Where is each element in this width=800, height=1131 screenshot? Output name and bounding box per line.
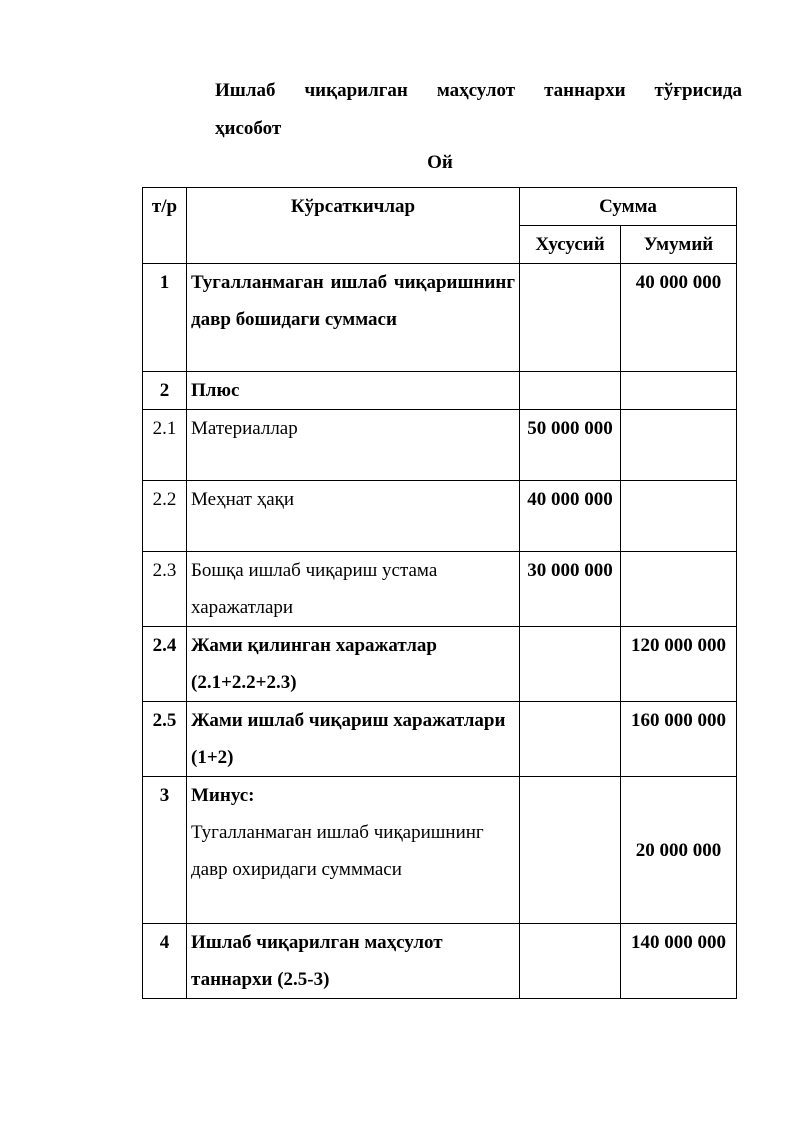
row-own [520, 924, 621, 999]
row-label: Жами қилинган харажатлар (2.1+2.2+2.3) [187, 627, 520, 702]
row-own [520, 264, 621, 372]
table-row [143, 410, 737, 481]
row-total: 140 000 000 [621, 924, 737, 999]
row-total [621, 372, 737, 410]
header-indicator: Кўрсаткичлар [187, 188, 520, 264]
row-num: 4 [143, 924, 187, 999]
row-own [520, 627, 621, 702]
row-label: Материаллар [187, 410, 520, 481]
row-num: 2.5 [143, 702, 187, 777]
table-header-row [143, 188, 737, 226]
row-total [621, 481, 737, 552]
table-row [143, 481, 737, 552]
row-label-prefix: Минус: [191, 785, 255, 806]
row-own [520, 372, 621, 410]
row-label: Бошқа ишлаб чиқариш устама харажатлари [187, 552, 520, 627]
row-total [621, 410, 737, 481]
table-row [143, 552, 737, 627]
row-total: 120 000 000 [621, 627, 737, 702]
row-num: 1 [143, 264, 187, 372]
row-label: Жами ишлаб чиқариш харажатлари (1+2) [187, 702, 520, 777]
table-row [143, 372, 737, 410]
row-own [520, 777, 621, 924]
row-num: 3 [143, 777, 187, 924]
row-num: 2.4 [143, 627, 187, 702]
table-row [143, 627, 737, 702]
row-total: 40 000 000 [621, 264, 737, 372]
row-num: 2.2 [143, 481, 187, 552]
row-label: Меҳнат ҳақи [187, 481, 520, 552]
report-title: Ишлаб чиқарилган маҳсулот таннархи тўғрисида ҳисобот [215, 80, 742, 139]
row-total [621, 552, 737, 627]
header-own: Хусусий [520, 226, 621, 264]
row-total: 20 000 000 [621, 777, 737, 924]
row-own: 30 000 000 [520, 552, 621, 627]
row-label-cell [187, 777, 520, 924]
table-row [143, 924, 737, 999]
header-total: Умумий [621, 226, 737, 264]
row-label: Плюс [187, 372, 520, 410]
table-row [143, 702, 737, 777]
row-total: 160 000 000 [621, 702, 737, 777]
row-label: Тугалланмаган ишлаб чиқаришнинг давр охиридаги сумммаси [191, 822, 484, 880]
row-own: 50 000 000 [520, 410, 621, 481]
cost-report-table [142, 187, 737, 999]
table-row [143, 777, 737, 924]
header-num: т/р [143, 188, 187, 264]
report-period: Ой [427, 152, 453, 173]
row-num: 2 [143, 372, 187, 410]
row-label: Тугалланмаган ишлаб чиқаришнинг давр бошидаги суммаси [187, 264, 520, 372]
row-num: 2.1 [143, 410, 187, 481]
row-own: 40 000 000 [520, 481, 621, 552]
row-label: Ишлаб чиқарилган маҳсулот таннархи (2.5-3) [187, 924, 520, 999]
table-row [143, 264, 737, 372]
row-num: 2.3 [143, 552, 187, 627]
row-own [520, 702, 621, 777]
header-sum: Сумма [520, 188, 737, 226]
